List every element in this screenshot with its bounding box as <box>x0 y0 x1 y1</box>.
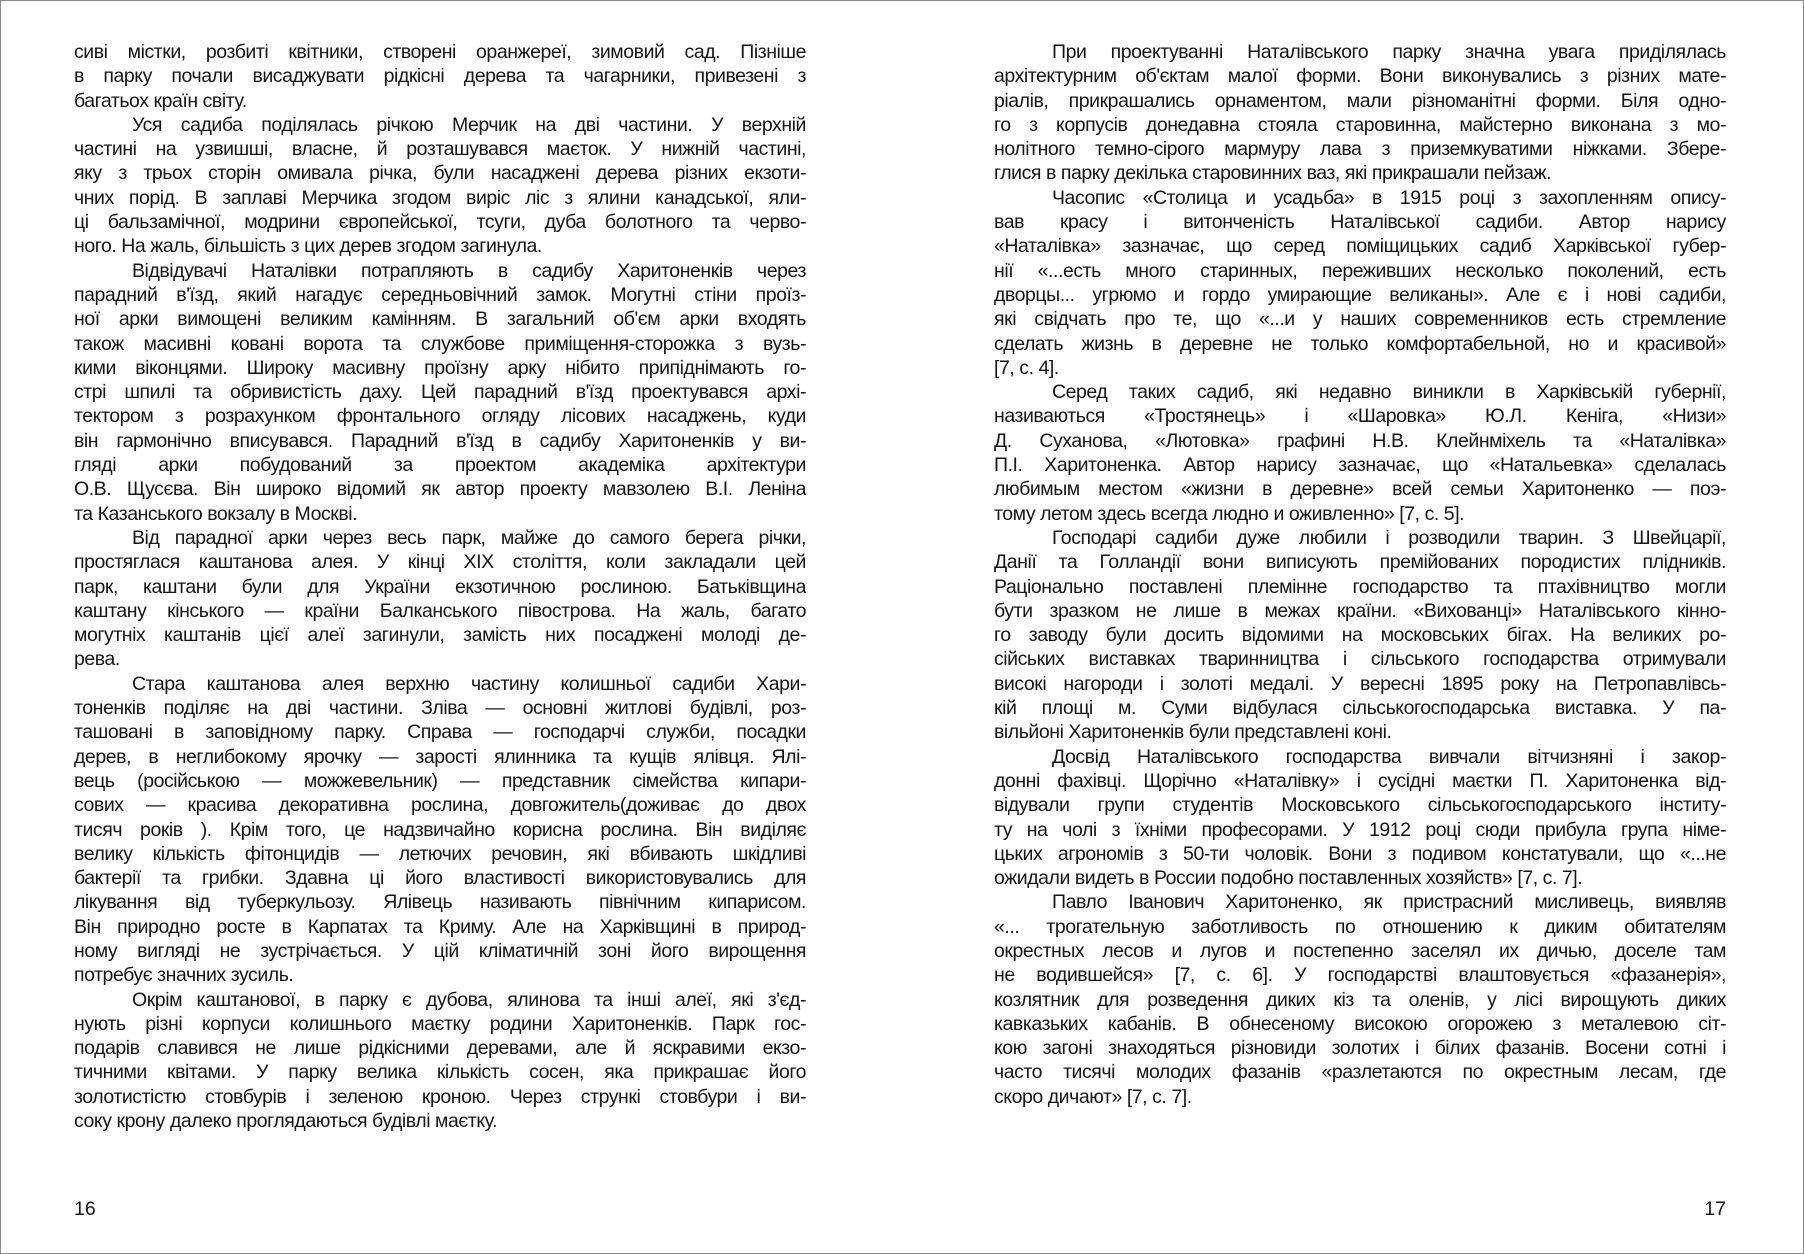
text-line: сійських виставках тваринництва і сільського господарства отримували <box>994 648 1726 671</box>
text-line: він гармонічно вписувався. Парадний в'їзд в садибу Харитоненків у ви- <box>74 429 806 452</box>
text-line: кою загоні знаходяться різновиди золотих і білих фазанів. Восени сотні і <box>994 1037 1726 1060</box>
text-line: ці бальзамічної, модрини європейської, тсуги, дуба болотного та черво- <box>74 211 806 234</box>
text-line: гляді арки побудований за проектом академіка архітектури <box>74 454 806 477</box>
text-line: ного. На жаль, більшість з цих дерев згодом загинула. <box>74 235 542 258</box>
text-line: Уся садиба поділялась річкою Мерчик на дві частини. У верхній <box>132 113 806 136</box>
text-line: [7, с. 4]. <box>994 356 1059 379</box>
text-line: кій площі м. Суми відбулася сільськогосподарська виставка. У па- <box>994 697 1726 720</box>
text-line: частині на узвишші, власне, й розташувався маєток. У нижній частині, <box>74 138 806 161</box>
page-number-left: 16 <box>74 1198 96 1220</box>
text-line: також масивні ковані ворота та службове приміщення-сторожка з вузь- <box>74 332 806 355</box>
text-line: парк, каштани були для України екзотичною рослиною. Батьківщина <box>74 575 806 598</box>
text-line: яку з трьох сторін омивала річка, були насаджені дерева різних екзоти- <box>74 162 806 185</box>
text-line: Окрім каштанової, в парку є дубова, ялинова та інші алеї, які з'єд- <box>132 988 806 1011</box>
text-line: стрі шпилі та обривистість даху. Цей парадний в'їзд проектувався архі- <box>74 381 806 404</box>
text-line: бути зразком не лише в межах країни. «Вихованці» Наталівського кінно- <box>994 599 1726 622</box>
text-line: чних порід. В заплаві Мерчика згодом виріс ліс з ялини канадської, яли- <box>74 186 806 209</box>
text-line: кими віконцями. Широку масивну проїзну арку нібито припіднімають го- <box>74 356 806 379</box>
page-number-right: 17 <box>1704 1198 1726 1220</box>
text-line: тектором з розрахунком фронтального огляду лісових насаджень, куди <box>74 405 806 428</box>
text-line: подарів славився не лише рідкісними деревами, але й яскравими екзо- <box>74 1037 806 1060</box>
text-line: ному вигляді не зустрічається. У цій кліматичній зоні його вирощення <box>74 939 806 962</box>
text-line: могутніх каштанів цієї алеї загинули, замість них посаджені молоді де- <box>74 624 806 647</box>
text-line: Серед таких садиб, які недавно виникли в Харківській губернії, <box>1052 381 1726 404</box>
text-line: дерев, в неглибокому ярочку — зарості ялинника та кущів ялівця. Ялі- <box>74 745 806 768</box>
text-line: ожидали видеть в России подобно поставленных хозяйств» [7, с. 7]. <box>994 867 1583 890</box>
text-line: та Казанського вокзалу в Москві. <box>74 502 358 525</box>
text-line: парадний в'їзд, який нагадує середньовічний замок. Могутні стіни проїз- <box>74 283 806 306</box>
text-line: бактерії та грибки. Здавна ці його властивості використовувались для <box>74 867 806 890</box>
text-line: скоро дичают» [7, с. 7]. <box>994 1085 1192 1108</box>
text-line: Господарі садиби дуже любили і розводили тварин. З Швейцарії, <box>1052 526 1726 549</box>
text-line: ту на чолі з їхніми професорами. У 1912 році сюди прибула група німе- <box>994 818 1726 841</box>
text-line: архітектурним об'єктам малої форми. Вони виконувались з різних мате- <box>994 65 1726 88</box>
text-line: вав красу і витонченість Наталівської садиби. Автор нарису <box>994 211 1726 234</box>
right-page-text <box>994 40 1726 1109</box>
text-line: Раціонально поставлені племінне господарство та птахівництво могли <box>994 575 1726 598</box>
text-line: Павло Іванович Харитоненко, як пристрасний мисливець, виявляв <box>1052 891 1726 914</box>
text-line: донні фахівці. Щорічно «Наталівку» і сусідні маєтки П. Харитоненка від- <box>994 769 1726 792</box>
text-line: вець (російською — можжевельник) — представник сімейства кипари- <box>74 769 806 792</box>
text-line: П.І. Харитоненка. Автор нарису зазначає, що «Натальевка» сделалась <box>994 454 1726 477</box>
text-line: в парку почали висаджувати рідкісні дерева та чагарники, привезені з <box>74 65 806 88</box>
text-line: Стара каштанова алея верхню частину колишньої садиби Хари- <box>132 672 806 695</box>
text-line: «Наталівка» зазначає, що серед поміщицьких садиб Харківської губер- <box>994 235 1726 258</box>
text-line: простяглася каштанова алея. У кінці XIX століття, коли закладали цей <box>74 551 806 574</box>
text-line: соку крону далеко проглядаються будівлі маєтку. <box>74 1110 497 1133</box>
text-line: тоненків поділяє на дві частини. Зліва — основні житлові будівлі, роз- <box>74 697 806 720</box>
text-line: називаються «Тростянець» і «Шаровка» Ю.Л. Кеніга, «Низи» <box>994 405 1726 428</box>
text-line: Часопис «Столица и усадьба» в 1915 році з захопленням опису- <box>1052 186 1726 209</box>
text-line: При проектуванні Наталівського парку значна увага приділялась <box>1052 41 1726 63</box>
text-line: Д. Суханова, «Лютовка» графині Н.В. Клейнміхель та «Наталівка» <box>994 429 1726 452</box>
text-line: О.В. Щусєва. Він широко відомий як автор проекту мавзолею В.І. Леніна <box>74 478 806 501</box>
text-line: любимым местом «жизни в деревне» всей семьи Харитоненко — поэ- <box>994 478 1726 501</box>
text-line: кавказьких кабанів. В обнесеному високою огорожею з металевою сіт- <box>994 1012 1726 1035</box>
text-line: тичними квітами. У парку велика кількість сосен, яка прикрашає його <box>74 1061 806 1084</box>
text-line: нують різні корпуси колишнього маєтку родини Харитоненків. Парк гос- <box>74 1012 806 1035</box>
text-line: нії «...есть много старинных, переживших несколько поколений, есть <box>994 259 1726 282</box>
text-line: велику кількість фітонцидів — летючих речовин, які вбивають шкідливі <box>74 842 806 865</box>
text-line: потребує значних зусиль. <box>74 964 294 987</box>
text-line: го заводу були досить відомими на московських бігах. На великих ро- <box>994 624 1726 647</box>
text-line: багатьох країн світу. <box>74 89 247 112</box>
text-line: Данії та Голландії вони виписують премійованих породистих плідників. <box>994 551 1726 574</box>
text-line: вільйоні Харитоненків були представлені коні. <box>994 721 1392 744</box>
text-line: «... трогательную заботливость по отношению к диким обитателям <box>994 915 1726 938</box>
text-line: Відвідувачі Наталівки потрапляють в садибу Харитоненків через <box>132 259 806 282</box>
text-line: лікування від туберкульозу. Ялівець називають північним кипарисом. <box>74 891 806 914</box>
text-line: нолітного темно-сірого мармуру лава з приземкуватими ніжками. Збере- <box>994 138 1726 161</box>
text-line: каштану кінського — країни Балканського півострова. На жаль, багато <box>74 599 806 622</box>
text-line: золотистістю стовбурів і зеленою кроною. Через стрункі стовбури і ви- <box>74 1085 806 1108</box>
text-line: часто тисячі молодих фазанів «разлетаются по окрестным лесам, где <box>994 1061 1726 1084</box>
text-line: Від парадної арки через весь парк, майже до самого берега річки, <box>132 526 806 549</box>
text-line: які свідчать про те, що «...и у наших современников есть стремление <box>994 308 1726 331</box>
text-line: Він природно росте в Карпатах та Криму. Але на Харківщині в природ- <box>74 915 806 938</box>
text-line: глися в парку декілька старовинних ваз, які прикрашали пейзаж. <box>994 162 1552 185</box>
text-line: ріалів, прикрашались орнаментом, мали різноманітні форми. Біля одно- <box>994 89 1726 112</box>
text-line: окрестных лесов и лугов и постепенно заселял их дичью, доселе там <box>994 939 1726 962</box>
text-line: відували групи студентів Московського сільськогосподарського інститу- <box>994 794 1726 817</box>
text-line: не водившейся» [7, с. 6]. У господарстві влаштовується «фазанерія», <box>994 964 1726 987</box>
text-line: рева. <box>74 648 120 671</box>
text-line: сових — красива декоративна рослина, довгожитель(доживає до двох <box>74 794 806 817</box>
text-line: ної арки вимощені великим камінням. В загальний об'єм арки входять <box>74 308 806 331</box>
text-line: козлятник для розведення диких кіз та оленів, у лісі вирощують диких <box>994 988 1726 1011</box>
text-line: Досвід Наталівського господарства вивчали вітчизняні і закор- <box>1052 745 1726 768</box>
text-line: високі нагороди і золоті медалі. У вересні 1895 року на Петропавлівсь- <box>994 672 1726 695</box>
text-line: го з корпусів донедавна стояла старовинна, майстерно виконана з мо- <box>994 113 1726 136</box>
text-line: сделать жизнь в деревне не только комфортабельной, но и красивой» <box>994 332 1726 355</box>
text-line: тому летом здесь всегда людно и оживленно» [7, с. 5]. <box>994 502 1465 525</box>
text-line: дворцы... угрюмо и гордо умирающие великаны». Але є і нові садиби, <box>994 283 1726 306</box>
left-page-text <box>74 40 806 1133</box>
text-line: цьких агрономів з 50-ти чоловік. Вони з подивом констатували, що «...не <box>994 842 1726 865</box>
text-line: сиві містки, розбиті квітники, створені оранжереї, зимовий сад. Пізніше <box>74 41 806 63</box>
text-line: тисяч років ). Крім того, це надзвичайно корисна рослина. Він виділяє <box>74 818 806 841</box>
text-line: ташовані в заповідному парку. Справа — господарчі служби, посадки <box>74 721 806 744</box>
